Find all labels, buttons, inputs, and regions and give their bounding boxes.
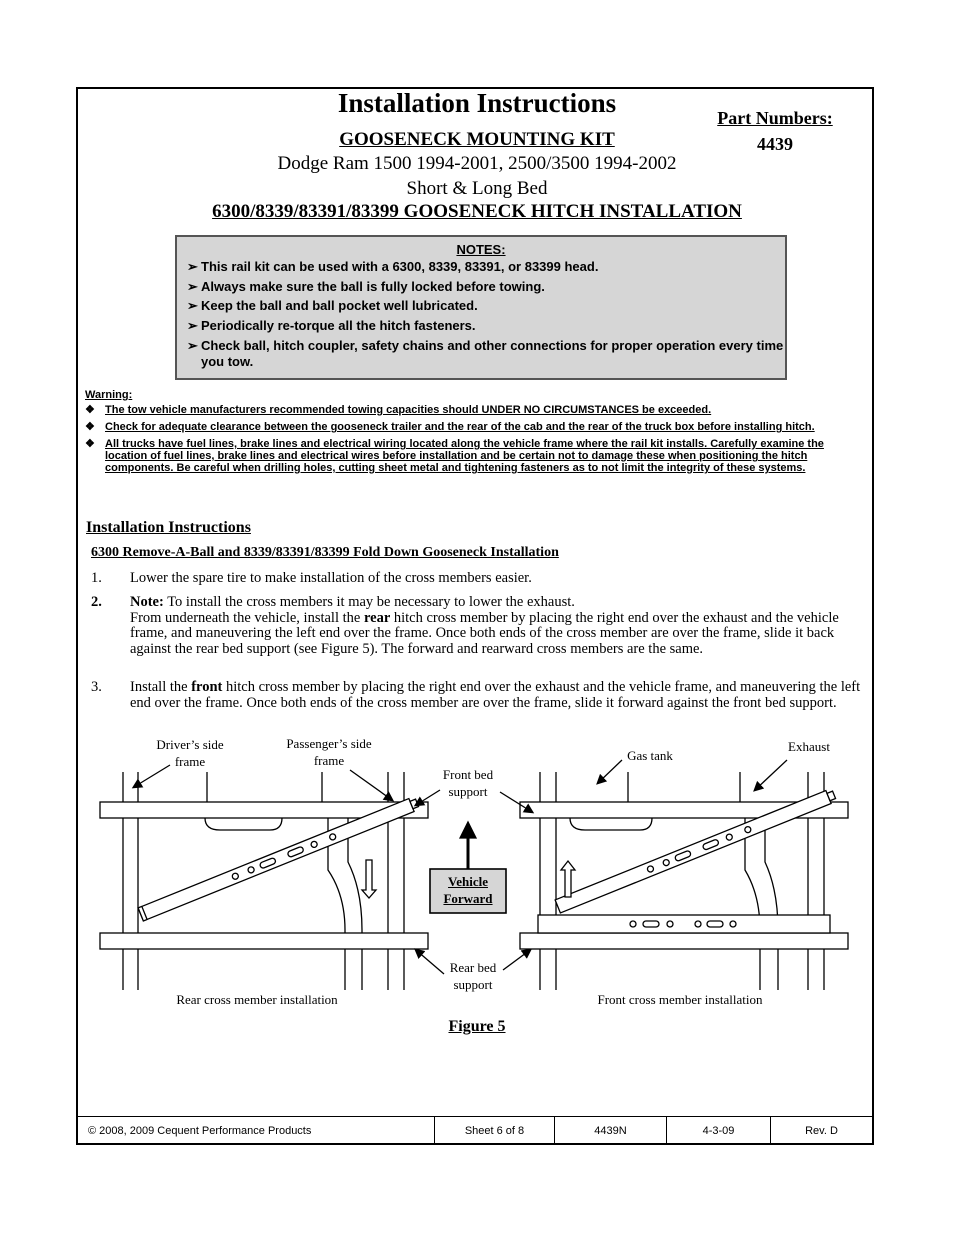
- rear-bed-support-label: Rear bed support: [449, 960, 497, 992]
- passengers-side-frame-label: Passenger’s side frame: [286, 736, 372, 768]
- drivers-side-frame-label: Driver’s side frame: [156, 737, 224, 769]
- right-rear-bed-support: [520, 933, 848, 949]
- forward-arrow-icon: [460, 822, 476, 838]
- step-text: Lower the spare tire to make installation of the cross members easier.: [130, 570, 532, 586]
- page-title: Installation Instructions: [337, 88, 617, 118]
- figure-caption: Figure 5: [448, 1018, 506, 1035]
- diamond-bullet-icon: ❖: [85, 404, 95, 416]
- front-bed-support-label: Front bed support: [442, 767, 494, 799]
- vehicle-application: Dodge Ram 1500 1994-2001, 2500/3500 1994-2002: [277, 153, 677, 174]
- note-item: ➢ This rail kit can be used with a 6300, 8339, 83391, or 83399 head.: [187, 259, 599, 274]
- left-rear-bed-support: [100, 933, 428, 949]
- kit-name: GOOSENECK MOUNTING KIT: [339, 129, 615, 150]
- left-down-arrow-icon: [362, 860, 376, 898]
- step-number: 3.: [91, 679, 102, 695]
- diamond-bullet-icon: ❖: [85, 438, 95, 450]
- revision: Rev. D: [770, 1117, 872, 1144]
- warning-item: ❖ The tow vehicle manufacturers recommended towing capacities should UNDER NO CIRCUMSTANCES be exceeded.: [85, 404, 712, 416]
- arrow-bullet-icon: ➢: [187, 298, 198, 314]
- section-heading: 6300 Remove-A-Ball and 8339/83391/83399 Fold Down Gooseneck Installation: [91, 545, 559, 560]
- diamond-bullet-icon: ❖: [85, 421, 95, 433]
- gas-tank-label: Gas tank: [627, 748, 673, 763]
- copyright-symbol: ©: [88, 1125, 97, 1137]
- step-text: Note: To install the cross members it may be necessary to lower the exhaust. From underneath the vehicle, install the rear hitch cross member by placing the right end over the exhaust and the vehicle frame, and maneuvering the left end over the frame. Once both ends of the cross member are over the frame, slide it back against the rear bed support (see Figure 5). The forward and rearward cross members are the same.: [130, 594, 839, 657]
- note-item: ➢ Periodically re-torque all the hitch fasteners.: [187, 318, 476, 334]
- part-number: 4439: [757, 134, 793, 154]
- right-exhaust-1: [745, 818, 760, 990]
- right-exhaust-2: [765, 818, 778, 990]
- left-tank-outline: [205, 818, 282, 830]
- part-numbers-label: Part Numbers:: [717, 108, 833, 128]
- step-number: 2.: [91, 594, 102, 610]
- warning-item: ❖ Check for adequate clearance between the gooseneck trailer and the rear of the cab and the rear of the truck box before installing hitch.: [85, 421, 815, 433]
- bed-type: Short & Long Bed: [406, 178, 548, 199]
- arrow-bullet-icon: ➢: [187, 278, 198, 294]
- left-exhaust-2: [348, 818, 362, 990]
- rear-cross-member-label: Rear cross member installation: [176, 992, 338, 1007]
- step-number: 1.: [91, 570, 102, 586]
- warning-heading: Warning:: [85, 389, 133, 401]
- sheet-number: Sheet 6 of 8: [434, 1117, 554, 1144]
- exhaust-label: Exhaust: [788, 739, 830, 754]
- right-up-arrow-icon: [561, 861, 575, 897]
- document-number: 4439N: [554, 1117, 666, 1144]
- note-item: ➢ Always make sure the ball is fully locked before towing.: [187, 278, 545, 294]
- warning-item: ❖ All trucks have fuel lines, brake lines and electrical wiring located along the vehicle frame where the rail kit installs. Carefully examine the location of fuel lines, brake lines and electrical wires before installation and be certain not to damage these when positioning the hitch components. Be careful when drilling holes, cutting sheet metal and tightening fasteners as to not limit the integrity of these systems.: [85, 438, 824, 474]
- note-item: ➢ Keep the ball and ball pocket well lubricated.: [187, 298, 478, 314]
- hitch-title: 6300/8339/83391/83399 GOOSENECK HITCH INSTALLATION: [212, 201, 742, 222]
- step-text: Install the front hitch cross member by placing the right end over the exhaust and the vehicle frame, and maneuvering the left end over the frame. Once both ends of the cross member are over the frame, slide it forward against the front bed support.: [130, 679, 861, 711]
- notes-heading: NOTES:: [456, 242, 506, 257]
- copyright: © 2008, 2009 Cequent Performance Products: [88, 1125, 312, 1137]
- right-installed-member: [538, 915, 830, 933]
- revision-date: 4-3-09: [666, 1117, 770, 1144]
- vehicle-forward-label: Vehicle Forward: [443, 874, 493, 906]
- arrow-bullet-icon: ➢: [187, 337, 198, 353]
- right-tank-outline: [570, 818, 652, 830]
- arrow-bullet-icon: ➢: [187, 259, 198, 274]
- footer: [78, 1116, 872, 1144]
- arrow-bullet-icon: ➢: [187, 318, 198, 334]
- note-item: ➢ Check ball, hitch coupler, safety chains and other connections for proper operation every time you tow.: [187, 337, 784, 369]
- front-cross-member-label: Front cross member installation: [597, 992, 763, 1007]
- instructions-heading: Installation Instructions: [86, 519, 251, 536]
